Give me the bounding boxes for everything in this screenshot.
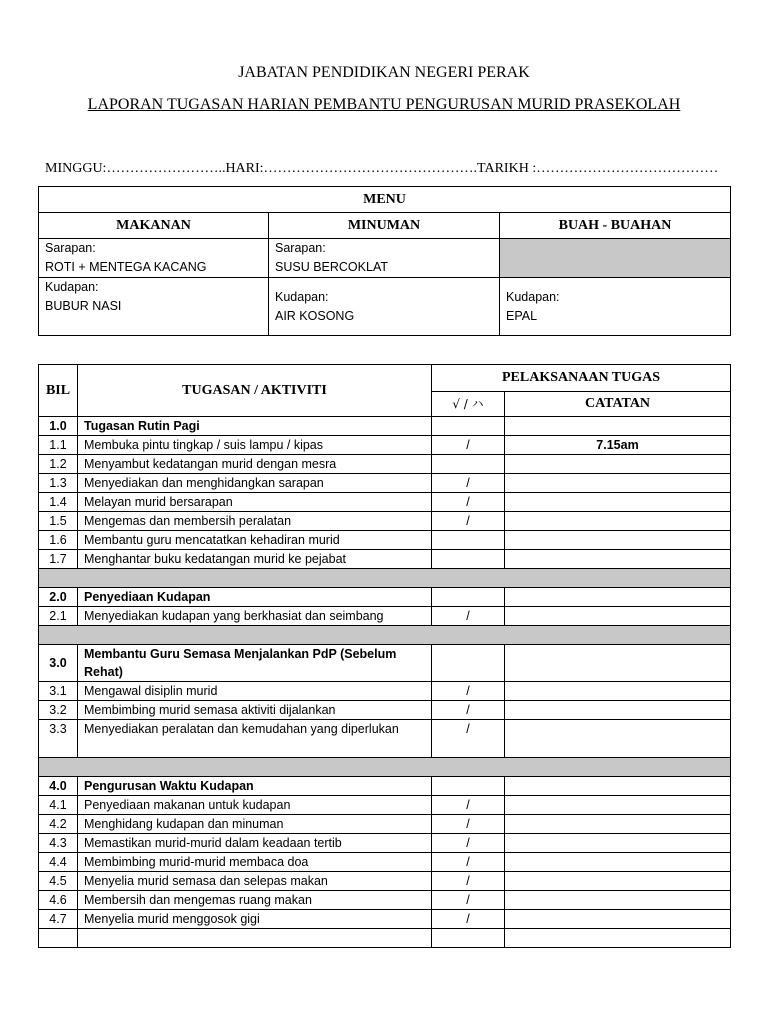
task-description: Mengawal disiplin murid — [78, 682, 432, 701]
task-row — [39, 720, 731, 758]
task-description: Menyelia murid semasa dan selepas makan — [78, 872, 432, 891]
task-description: Memastikan murid-murid dalam keadaan tertib — [78, 834, 432, 853]
task-mark: / — [432, 796, 505, 815]
task-description: Menghantar buku kedatangan murid ke pejabat — [78, 550, 432, 569]
task-description: Membantu Guru Semasa Menjalankan PdP (Sebelum Rehat) — [78, 645, 432, 682]
row-number: 2.0 — [39, 588, 78, 607]
row-number: 3.2 — [39, 701, 78, 720]
document-subtitle — [0, 96, 768, 114]
row-number: 4.4 — [39, 853, 78, 872]
task-note — [505, 891, 731, 910]
task-table — [38, 364, 731, 948]
row-number: 1.1 — [39, 436, 78, 455]
col-bil-header: BIL — [39, 365, 78, 417]
task-description: Penyediaan makanan untuk kudapan — [78, 796, 432, 815]
task-note: 7.15am — [505, 436, 731, 455]
task-mark: / — [432, 834, 505, 853]
task-description: Membimbing murid-murid membaca doa — [78, 853, 432, 872]
task-note — [505, 777, 731, 796]
menu-title: MENU — [39, 187, 731, 213]
task-note — [505, 815, 731, 834]
task-row — [39, 436, 731, 455]
task-row — [39, 891, 731, 910]
row-number: 4.3 — [39, 834, 78, 853]
col-mark-header: √ / ハ — [432, 392, 505, 417]
row-number: 1.5 — [39, 512, 78, 531]
menu-snack-food-label: Kudapan: — [45, 280, 99, 294]
menu-breakfast-drink-label: Sarapan: — [275, 241, 326, 255]
task-description: Tugasan Rutin Pagi — [78, 417, 432, 436]
task-row — [39, 455, 731, 474]
task-note — [505, 645, 731, 682]
menu-snack-drink-value: AIR KOSONG — [275, 308, 355, 323]
task-note — [505, 701, 731, 720]
menu-snack-food — [39, 278, 269, 336]
task-note — [505, 910, 731, 929]
task-description: Membimbing murid semasa aktiviti dijalankan — [78, 701, 432, 720]
row-number: 4.1 — [39, 796, 78, 815]
row-number: 4.5 — [39, 872, 78, 891]
task-row — [39, 531, 731, 550]
task-mark: / — [432, 436, 505, 455]
task-row — [39, 872, 731, 891]
task-mark: / — [432, 872, 505, 891]
menu-snack-drink — [269, 278, 500, 336]
task-row — [39, 796, 731, 815]
document-subtitle-text: LAPORAN TUGASAN HARIAN PEMBANTU PENGURUSAN MURID PRASEKOLAH — [87, 96, 681, 113]
menu-snack-drink-label: Kudapan: — [275, 289, 329, 304]
col-note-header: CATATAN — [505, 392, 731, 417]
task-row — [39, 512, 731, 531]
menu-snack-fruit-value: EPAL — [506, 308, 538, 323]
task-mark — [432, 550, 505, 569]
row-number: 3.1 — [39, 682, 78, 701]
task-note — [505, 417, 731, 436]
task-mark — [432, 531, 505, 550]
menu-col-buah: BUAH - BUAHAN — [500, 213, 731, 239]
task-note — [505, 474, 731, 493]
task-mark: / — [432, 474, 505, 493]
col-task-header: TUGASAN / AKTIVITI — [78, 365, 432, 417]
section-row — [39, 645, 731, 682]
task-note — [505, 872, 731, 891]
menu-snack-fruit-label: Kudapan: — [506, 289, 560, 304]
task-mark: / — [432, 607, 505, 626]
task-description: Mengemas dan membersih peralatan — [78, 512, 432, 531]
task-note — [505, 929, 731, 948]
task-mark: / — [432, 891, 505, 910]
row-number: 3.0 — [39, 645, 78, 682]
task-note — [505, 512, 731, 531]
task-mark — [432, 588, 505, 607]
task-mark: / — [432, 493, 505, 512]
task-description — [78, 929, 432, 948]
menu-breakfast-food — [39, 239, 269, 278]
row-number: 4.2 — [39, 815, 78, 834]
row-number: 4.7 — [39, 910, 78, 929]
menu-snack-fruit — [500, 278, 731, 336]
section-separator — [39, 626, 731, 645]
task-mark: / — [432, 682, 505, 701]
row-number: 1.0 — [39, 417, 78, 436]
task-note — [505, 682, 731, 701]
menu-breakfast-drink-value: SUSU BERCOKLAT — [275, 260, 388, 274]
week-day-date-line: MINGGU:……………………..HARI:……………………………………….TARIKH :………………………………… — [45, 161, 719, 176]
task-mark — [432, 929, 505, 948]
task-row — [39, 550, 731, 569]
task-mark: / — [432, 910, 505, 929]
task-row — [39, 834, 731, 853]
task-mark: / — [432, 720, 505, 758]
row-number — [39, 929, 78, 948]
task-note — [505, 853, 731, 872]
menu-breakfast-drink — [269, 239, 500, 278]
row-number: 4.0 — [39, 777, 78, 796]
menu-breakfast-fruit — [500, 239, 731, 278]
task-description: Menyediakan kudapan yang berkhasiat dan seimbang — [78, 607, 432, 626]
task-row — [39, 929, 731, 948]
task-note — [505, 455, 731, 474]
task-row — [39, 682, 731, 701]
task-description: Membuka pintu tingkap / suis lampu / kipas — [78, 436, 432, 455]
task-note — [505, 796, 731, 815]
section-separator-cell — [39, 626, 731, 645]
task-mark: / — [432, 815, 505, 834]
task-description: Membersih dan mengemas ruang makan — [78, 891, 432, 910]
task-description: Menyelia murid menggosok gigi — [78, 910, 432, 929]
menu-col-minuman: MINUMAN — [269, 213, 500, 239]
task-description: Menyediakan dan menghidangkan sarapan — [78, 474, 432, 493]
task-note — [505, 834, 731, 853]
task-note — [505, 588, 731, 607]
section-separator — [39, 758, 731, 777]
menu-col-makanan: MAKANAN — [39, 213, 269, 239]
section-separator-cell — [39, 569, 731, 588]
menu-breakfast-food-label: Sarapan: — [45, 241, 96, 255]
task-row — [39, 910, 731, 929]
row-number: 1.7 — [39, 550, 78, 569]
section-row — [39, 777, 731, 796]
col-execution-header: PELAKSANAAN TUGAS — [432, 365, 731, 392]
task-row — [39, 474, 731, 493]
row-number: 4.6 — [39, 891, 78, 910]
task-row — [39, 607, 731, 626]
task-note — [505, 531, 731, 550]
task-mark — [432, 417, 505, 436]
task-mark — [432, 455, 505, 474]
task-note — [505, 607, 731, 626]
task-mark — [432, 777, 505, 796]
task-note — [505, 550, 731, 569]
row-number: 1.6 — [39, 531, 78, 550]
task-row — [39, 853, 731, 872]
task-row — [39, 815, 731, 834]
task-mark — [432, 645, 505, 682]
task-body — [39, 417, 731, 948]
task-row — [39, 701, 731, 720]
task-note — [505, 493, 731, 512]
row-number: 3.3 — [39, 720, 78, 758]
task-description: Menyediakan peralatan dan kemudahan yang diperlukan — [78, 720, 432, 758]
task-note — [505, 720, 731, 758]
section-separator — [39, 569, 731, 588]
row-number: 1.2 — [39, 455, 78, 474]
task-mark: / — [432, 512, 505, 531]
section-row — [39, 588, 731, 607]
task-description: Pengurusan Waktu Kudapan — [78, 777, 432, 796]
task-description: Melayan murid bersarapan — [78, 493, 432, 512]
task-description: Membantu guru mencatatkan kehadiran murid — [78, 531, 432, 550]
section-row — [39, 417, 731, 436]
row-number: 1.4 — [39, 493, 78, 512]
task-row — [39, 493, 731, 512]
menu-table — [38, 186, 731, 336]
task-description: Menyambut kedatangan murid dengan mesra — [78, 455, 432, 474]
section-separator-cell — [39, 758, 731, 777]
menu-snack-food-value: BUBUR NASI — [45, 299, 122, 313]
document-title: JABATAN PENDIDIKAN NEGERI PERAK — [238, 64, 530, 81]
task-description: Penyediaan Kudapan — [78, 588, 432, 607]
menu-breakfast-food-value: ROTI + MENTEGA KACANG — [45, 260, 207, 274]
row-number: 2.1 — [39, 607, 78, 626]
row-number: 1.3 — [39, 474, 78, 493]
task-mark: / — [432, 853, 505, 872]
task-description: Menghidang kudapan dan minuman — [78, 815, 432, 834]
task-mark: / — [432, 701, 505, 720]
